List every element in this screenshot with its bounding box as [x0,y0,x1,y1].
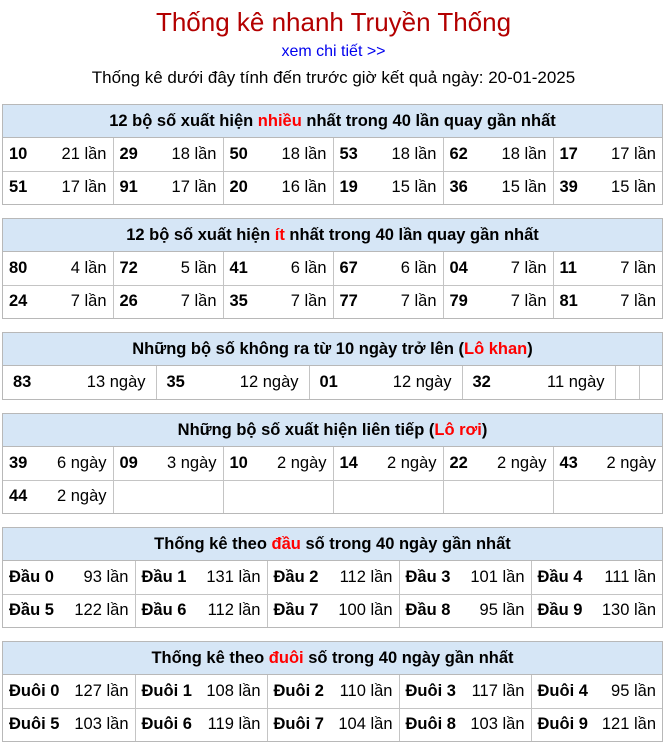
table-row [3,366,664,399]
most-frequent-table [3,138,662,204]
table-row [3,675,662,708]
number-cell: 39 6 ngày [3,447,113,480]
tail-digit-cell: Đuôi 8 103 lần [399,708,531,741]
empty-cell [113,480,223,513]
head-digit-cell: Đầu 1 131 lần [135,561,267,594]
section-header: Thống kê theo đuôi số trong 40 ngày gần nhất [3,642,662,675]
number-cell: 51 17 lần [3,171,113,204]
section-header: 12 bộ số xuất hiện ít nhất trong 40 lần quay gần nhất [3,219,662,252]
number-cell: 32 11 ngày [462,366,615,399]
empty-cell [333,480,443,513]
head-digit-cell: Đầu 6 112 lần [135,594,267,627]
tail-digit-cell: Đuôi 9 121 lần [531,708,662,741]
tail-digit-cell: Đuôi 5 103 lần [3,708,135,741]
number-cell: 53 18 lần [333,138,443,171]
number-cell: 26 7 lần [113,285,223,318]
lo-roi-table [3,447,662,513]
number-cell: 10 21 lần [3,138,113,171]
section-header: Những bộ số xuất hiện liên tiếp (Lô rơi) [3,414,662,447]
tail-digit-cell: Đuôi 7 104 lần [267,708,399,741]
table-row [3,561,662,594]
table-row [3,171,662,204]
head-digit-cell: Đầu 2 112 lần [267,561,399,594]
number-cell: 91 17 lần [113,171,223,204]
section-header: 12 bộ số xuất hiện nhiều nhất trong 40 lần quay gần nhất [3,105,662,138]
number-cell: 62 18 lần [443,138,553,171]
table-row [3,594,662,627]
number-cell: 17 17 lần [553,138,662,171]
empty-cell [615,366,639,399]
number-cell: 80 4 lần [3,252,113,285]
empty-cell [223,480,333,513]
head-digit-cell: Đầu 3 101 lần [399,561,531,594]
page-subtitle: Thống kê dưới đây tính đến trước giờ kết quả ngày: 20-01-2025 [91,68,576,87]
tail-digit-cell: Đuôi 6 119 lần [135,708,267,741]
table-row [3,138,662,171]
number-cell: 44 2 ngày [3,480,113,513]
lo-khan-section [2,332,663,400]
number-cell: 10 2 ngày [223,447,333,480]
number-cell: 41 6 lần [223,252,333,285]
tail-digit-cell: Đuôi 2 110 lần [267,675,399,708]
empty-cell [639,366,664,399]
tail-digit-cell: Đuôi 0 127 lần [3,675,135,708]
head-digit-cell: Đầu 7 100 lần [267,594,399,627]
number-cell: 09 3 ngày [113,447,223,480]
number-cell: 35 7 lần [223,285,333,318]
dau-stats-table [3,561,662,627]
number-cell: 14 2 ngày [333,447,443,480]
number-cell: 67 6 lần [333,252,443,285]
number-cell: 77 7 lần [333,285,443,318]
least-frequent-table [3,252,662,318]
number-cell: 39 15 lần [553,171,662,204]
number-cell: 29 18 lần [113,138,223,171]
head-digit-cell: Đầu 8 95 lần [399,594,531,627]
most-frequent-section [2,104,663,205]
lo-khan-table [3,366,664,399]
number-cell: 11 7 lần [553,252,662,285]
view-details-link[interactable]: xem chi tiết >> [281,43,386,60]
lo-roi-section [2,413,663,514]
number-cell: 79 7 lần [443,285,553,318]
table-row [3,252,662,285]
least-frequent-section [2,218,663,319]
duoi-stats-table [3,675,662,741]
number-cell: 22 2 ngày [443,447,553,480]
tail-digit-cell: Đuôi 3 117 lần [399,675,531,708]
tail-digit-cell: Đuôi 1 108 lần [135,675,267,708]
table-row [3,480,662,513]
number-cell: 43 2 ngày [553,447,662,480]
empty-cell [553,480,662,513]
number-cell: 01 12 ngày [309,366,462,399]
section-header: Những bộ số không ra từ 10 ngày trở lên (Lô khan) [3,333,662,366]
table-row [3,447,662,480]
number-cell: 35 12 ngày [156,366,309,399]
head-digit-cell: Đầu 4 111 lần [531,561,662,594]
number-cell: 81 7 lần [553,285,662,318]
tail-digit-cell: Đuôi 4 95 lần [531,675,662,708]
number-cell: 36 15 lần [443,171,553,204]
page-title: Thống kê nhanh Truyền Thống [155,7,512,37]
table-row [3,708,662,741]
number-cell: 72 5 lần [113,252,223,285]
table-row [3,285,662,318]
number-cell: 04 7 lần [443,252,553,285]
dau-stats-section [2,527,663,628]
number-cell: 24 7 lần [3,285,113,318]
number-cell: 50 18 lần [223,138,333,171]
number-cell: 20 16 lần [223,171,333,204]
duoi-stats-section [2,641,663,742]
head-digit-cell: Đầu 5 122 lần [3,594,135,627]
section-header: Thống kê theo đầu số trong 40 ngày gần nhất [3,528,662,561]
head-digit-cell: Đầu 0 93 lần [3,561,135,594]
head-digit-cell: Đầu 9 130 lần [531,594,662,627]
number-cell: 83 13 ngày [3,366,156,399]
number-cell: 19 15 lần [333,171,443,204]
empty-cell [443,480,553,513]
